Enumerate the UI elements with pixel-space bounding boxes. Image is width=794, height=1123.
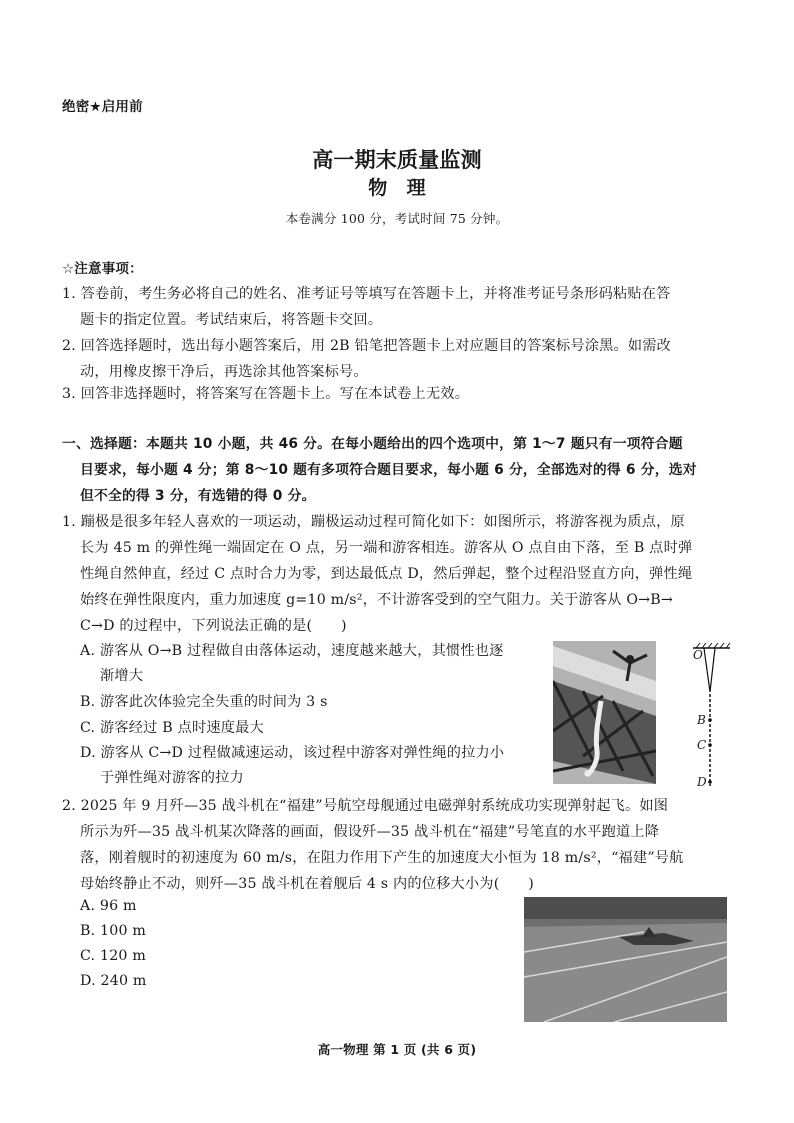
subject-title: 物 理 [368, 177, 426, 199]
notice-line: 1. 答卷前，考生务必将自己的姓名、准考证号等填写在答题卡上，并将准考证号条形码粘贴在答 [62, 286, 671, 302]
notice-line: 2. 回答选择题时，选出每小题答案后，用 2B 铅笔把答题卡上对应题目的答案标号涂黑。如需改 [62, 338, 672, 354]
q2-option-c: C. 120 m [80, 948, 147, 964]
bungee-diagram [688, 642, 734, 788]
q2-stem: 2. 2025 年 9 月歼—35 战斗机在“福建”号航空母舰通过电磁弹射系统成功实现弹射起飞。如图 [62, 798, 669, 814]
section-heading: 目要求，每小题 4 分；第 8～10 题有多项符合题目要求，每小题 6 分，全部选对的得 6 分，选对 [80, 462, 697, 478]
q1-option-d-cont: 于弹性绳对游客的拉力 [100, 770, 244, 786]
q1-stem: 始终在弹性限度内，重力加速度 g=10 m/s²，不计游客受到的空气阻力。关于游客从 O→B→ [80, 592, 673, 608]
point-b-label: B [697, 713, 707, 727]
notice-line: 题卡的指定位置。考试结束后，将答题卡交回。 [80, 312, 383, 328]
point-o-label: O [693, 648, 704, 662]
exam-info: 本卷满分 100 分，考试时间 75 分钟。 [285, 211, 509, 226]
q1-option-b: B. 游客此次体验完全失重的时间为 3 s [80, 694, 328, 710]
point-c-label: C [697, 738, 707, 752]
q2-option-b: B. 100 m [80, 923, 147, 939]
page-title: 高一期末质量监测 [312, 148, 482, 172]
q2-stem: 母始终静止不动，则歼—35 战斗机在着舰后 4 s 内的位移大小为( ) [80, 876, 534, 892]
q2-option-a: A. 96 m [80, 898, 137, 914]
q2-stem: 落，刚着舰时的初速度为 60 m/s，在阻力作用下产生的加速度大小恒为 18 m/s²，“福建”号航 [80, 850, 684, 866]
page-footer: 高一物理 第 1 页 (共 6 页) [317, 1042, 477, 1057]
jet-landing-photo [524, 897, 727, 1022]
bungee-photo [553, 641, 656, 784]
q1-option-d: D. 游客从 C→D 过程做减速运动，该过程中游客对弹性绳的拉力小 [80, 745, 505, 761]
q1-option-c: C. 游客经过 B 点时速度最大 [80, 720, 264, 736]
q1-stem: 性绳自然伸直，经过 C 点时合力为零，到达最低点 D，然后弹起，整个过程沿竖直方向，弹性绳 [80, 566, 693, 582]
section-heading: 一、选择题：本题共 10 小题，共 46 分。在每小题给出的四个选项中，第 1～7 题只有一项符合题 [62, 436, 683, 452]
confidential-label: 绝密★启用前 [62, 99, 143, 115]
q1-stem: 1. 蹦极是很多年轻人喜欢的一项运动，蹦极运动过程可简化如下：如图所示，将游客视为质点，原 [62, 514, 685, 530]
q1-option-a-cont: 渐增大 [100, 668, 144, 684]
point-d-label: D [697, 775, 707, 788]
notice-line: 3. 回答非选择题时，将答案写在答题卡上。写在本试卷上无效。 [62, 386, 470, 402]
q1-stem: C→D 的过程中，下列说法正确的是( ) [80, 618, 347, 634]
q2-option-d: D. 240 m [80, 973, 147, 989]
q2-stem: 所示为歼—35 战斗机某次降落的画面，假设歼—35 战斗机在“福建”号笔直的水平跑道上降 [80, 824, 660, 840]
section-heading: 但不全的得 3 分，有选错的得 0 分。 [80, 488, 316, 504]
q1-option-a: A. 游客从 O→B 过程做自由落体运动，速度越来越大，其惯性也逐 [80, 643, 504, 659]
q1-stem: 长为 45 m 的弹性绳一端固定在 O 点，另一端和游客相连。游客从 O 点自由下落，至 B 点时弹 [80, 540, 693, 556]
notice-heading: ☆注意事项： [62, 261, 143, 277]
notice-line: 动，用橡皮擦干净后，再选涂其他答案标号。 [80, 364, 368, 380]
